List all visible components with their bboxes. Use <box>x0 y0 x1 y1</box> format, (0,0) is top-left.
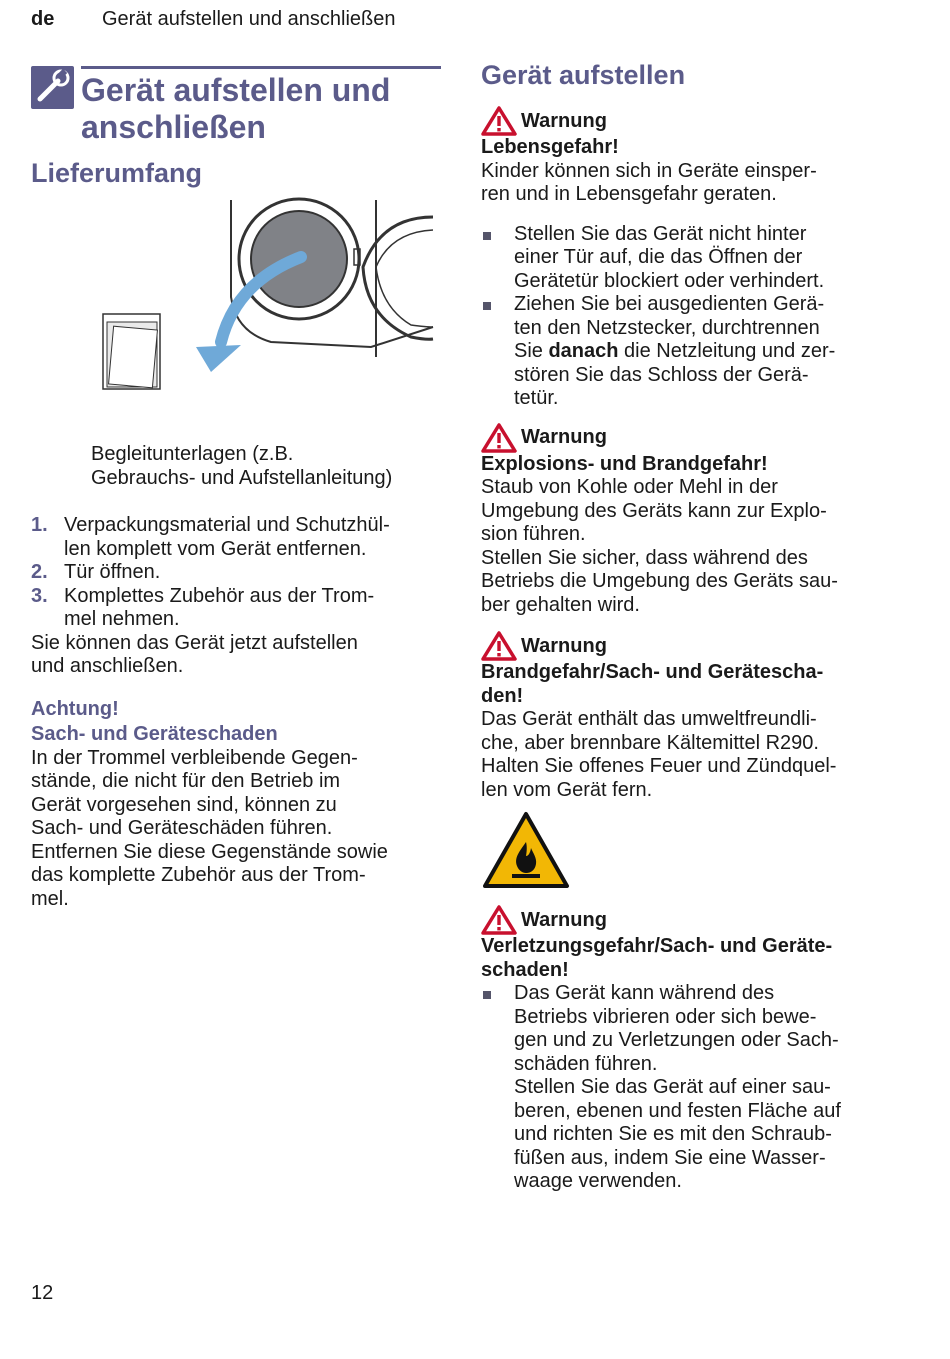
bullet-line: waage verwenden. <box>514 1170 682 1192</box>
bullet-square-icon <box>483 232 491 240</box>
attention-notice <box>31 697 441 912</box>
header-title: Gerät aufstellen und anschließen <box>102 8 396 30</box>
step-number: 1. <box>31 514 48 536</box>
attention-line: Sach- und Geräteschäden führen. <box>31 817 333 839</box>
bullet-line: ten den Netzstecker, durchtrennen <box>514 316 820 339</box>
bullet-line: stören Sie das Schloss der Gerä- <box>514 363 809 386</box>
warning-bullet-list <box>481 982 901 1194</box>
step-text: Tür öffnen. <box>64 561 161 583</box>
warning-line: ber gehalten wird. <box>481 593 640 616</box>
warning-text <box>481 476 901 617</box>
warning-triangle-icon <box>481 423 517 453</box>
bullet-line: beren, ebenen und festen Fläche auf <box>514 1099 841 1122</box>
attention-line: stände, die nicht für den Betrieb im <box>31 770 341 792</box>
warning-label: Warnung <box>521 908 607 931</box>
attention-line: Entfernen Sie diese Gegenstände sowie <box>31 840 388 863</box>
attention-line: In der Trommel verbleibende Gegen- <box>31 746 358 769</box>
warning-subtitle-line: schaden! <box>481 958 569 981</box>
attention-text <box>31 747 441 912</box>
bullet-item <box>481 982 901 1194</box>
warning-subtitle <box>481 661 901 708</box>
bullet-line: tetür. <box>514 387 559 409</box>
step-text: len komplett vom Gerät entfernen. <box>64 537 367 560</box>
warning-line: Das Gerät enthält das umweltfreundli- <box>481 708 817 730</box>
warning-line: Betriebs die Umgebung des Geräts sau- <box>481 570 838 592</box>
bullet-line: Das Gerät kann während des <box>514 982 775 1004</box>
bullet-line: die Netzleitung und zer- <box>618 340 836 362</box>
left-column <box>31 60 441 911</box>
bullet-line: und richten Sie es mit den Schraub- <box>514 1123 832 1145</box>
step-item <box>31 561 441 585</box>
right-column <box>481 60 901 1194</box>
bullet-line: Ziehen Sie bei ausgedienten Gerä- <box>514 293 825 315</box>
warning-subtitle-line: den! <box>481 684 524 707</box>
page-number: 12 <box>31 1282 54 1304</box>
warning-label: Warnung <box>521 109 607 132</box>
step-number: 3. <box>31 584 48 607</box>
bullet-square-icon <box>483 302 491 310</box>
attention-line: Gerät vorgesehen sind, können zu <box>31 793 337 816</box>
bullet-line: Sie <box>514 340 549 362</box>
wrench-icon <box>31 66 74 109</box>
warning-line: sion führen. <box>481 523 586 545</box>
step-item <box>31 514 441 561</box>
warning-line: Halten Sie offenes Feuer und Zündquel- <box>481 755 837 777</box>
bullet-line: gen und zu Verletzungen oder Sach- <box>514 1029 839 1051</box>
warning-subtitle-line: Verletzungsgefahr/Sach- und Geräte- <box>481 935 833 957</box>
figure-caption <box>91 442 441 490</box>
warning-subtitle-line: Brandgefahr/Sach- und Geräteschа- <box>481 661 824 683</box>
warning-text <box>481 160 901 207</box>
flammable-hazard-icon <box>481 810 571 890</box>
bullet-item <box>481 223 901 294</box>
warning-subtitle: Lebensgefahr! <box>481 136 619 158</box>
warning-text <box>481 708 901 802</box>
chapter-title-line-1: Gerät aufstellen und <box>81 72 391 108</box>
warning-line: len vom Gerät fern. <box>481 778 653 801</box>
warning-block-injury <box>481 905 901 1194</box>
dryer-with-documents-image <box>31 197 441 442</box>
bullet-line: Betriebs vibrieren oder sich bewe- <box>514 1005 817 1028</box>
step-text: Komplettes Zubehör aus der Trom- <box>64 584 375 607</box>
warning-line: Umgebung des Geräts kann zur Explo- <box>481 499 827 522</box>
warning-heading <box>481 631 901 661</box>
warning-line: che, aber brennbare Kältemittel R290. <box>481 731 819 754</box>
warning-label: Warnung <box>521 634 607 657</box>
warning-label: Warnung <box>521 426 607 448</box>
caption-line-1: Begleitunterlagen (z.B. <box>91 443 294 465</box>
step-text: mel nehmen. <box>64 608 180 630</box>
after-steps-line-2: und anschließen. <box>31 655 184 677</box>
warning-line: Kinder können sich in Geräte einsper- <box>481 159 817 182</box>
bullet-line: Stellen Sie das Gerät auf einer sau- <box>514 1076 831 1098</box>
section-title-lieferumfang: Lieferumfang <box>31 158 203 188</box>
warning-block-explosion <box>481 423 901 618</box>
attention-label: Achtung! <box>31 697 119 720</box>
delivery-illustration <box>31 197 441 442</box>
warning-triangle-icon <box>481 631 517 661</box>
bullet-square-icon <box>483 991 491 999</box>
warning-line: Stellen Sie sicher, dass während des <box>481 546 808 569</box>
warning-block-fire <box>481 631 901 895</box>
attention-line: das komplette Zubehör aus der Trom- <box>31 864 366 886</box>
bullet-line: schäden führen. <box>514 1052 658 1075</box>
after-steps-text <box>31 632 441 679</box>
flammable-warning-sign <box>481 810 901 895</box>
bullet-line: füßen aus, indem Sie eine Wasser- <box>514 1146 826 1169</box>
bullet-item <box>481 293 901 411</box>
attention-line: mel. <box>31 887 69 910</box>
after-steps-line-1: Sie können das Gerät jetzt aufstellen <box>31 631 358 654</box>
warning-heading <box>481 106 901 136</box>
attention-subtitle: Sach- und Geräteschaden <box>31 722 278 745</box>
warning-bullet-list <box>481 223 901 411</box>
step-text: Verpackungsmaterial und Schutzhül- <box>64 514 390 536</box>
chapter-heading <box>31 60 441 152</box>
chapter-title-line-2: anschließen <box>81 109 266 145</box>
warning-block-life-danger <box>481 106 901 411</box>
warning-triangle-icon <box>481 106 517 136</box>
section-title-geraet-aufstellen: Gerät aufstellen <box>481 60 686 90</box>
bullet-line: Stellen Sie das Gerät nicht hinter <box>514 222 807 245</box>
caption-line-2: Gebrauchs- und Aufstellanleitung) <box>91 467 393 489</box>
warning-heading <box>481 423 901 453</box>
bullet-line: einer Tür auf, die das Öffnen der <box>514 246 803 268</box>
warning-line: ren und in Lebensgefahr geraten. <box>481 183 777 205</box>
bullet-emphasis: danach <box>548 340 619 362</box>
header-language: de <box>31 8 55 30</box>
setup-steps-list <box>31 514 441 632</box>
warning-subtitle: Explosions- und Brandgefahr! <box>481 452 768 475</box>
warning-line: Staub von Kohle oder Mehl in der <box>481 476 778 498</box>
warning-triangle-icon <box>481 905 517 935</box>
chapter-title <box>81 72 390 146</box>
step-number: 2. <box>31 561 48 583</box>
chapter-rule <box>81 66 441 69</box>
step-item <box>31 585 441 632</box>
bullet-line: Gerätetür blockiert oder verhindert. <box>514 269 825 292</box>
warning-heading <box>481 905 901 935</box>
warning-subtitle <box>481 935 901 982</box>
